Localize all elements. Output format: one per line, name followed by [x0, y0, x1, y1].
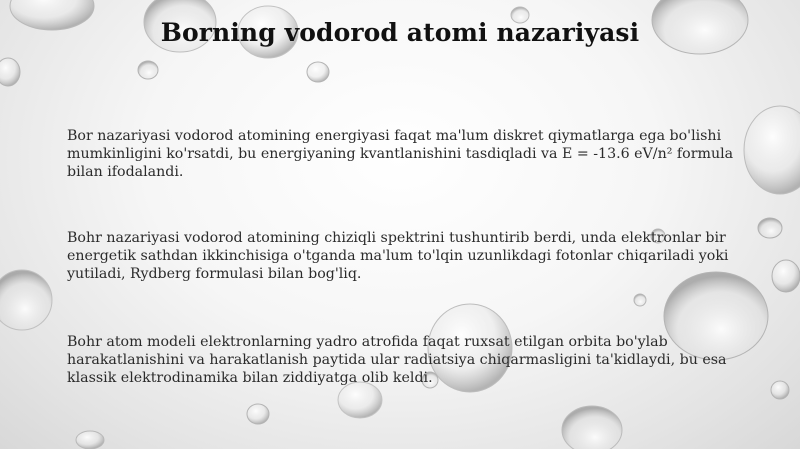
- droplet: [307, 62, 329, 82]
- droplet: [338, 382, 382, 418]
- slide-title: Borning vodorod atomi nazariyasi: [160, 18, 640, 47]
- droplet: [0, 58, 20, 86]
- droplet: [772, 260, 800, 292]
- paragraph-energy-quantization: Bor nazariyasi vodorod atomining energiyasi faqat ma'lum diskret qiymatlarga ega bo'lishi mumkinligini ko'rsatdi, bu energiyaning kvantlanishini tasdiqladi va E = -13.6 eV/n² formula bilan ifodalandi.: [67, 128, 734, 180]
- paragraph-line-spectrum: Bohr nazariyasi vodorod atomining chiziqli spektrini tushuntirib berdi, unda elektronlar bir energetik sathdan ikkinchisiga o'tganda ma'lum to'lqin uzunlikdagi fotonlar chiqariladi yoki yutiladi, Rydberg formulasi bilan bog'liq.: [67, 230, 729, 282]
- droplet: [0, 270, 52, 330]
- droplet: [744, 106, 800, 194]
- droplet: [76, 431, 104, 449]
- droplet: [247, 404, 269, 424]
- paragraph-atom-model: Bohr atom modeli elektronlarning yadro atrofida faqat ruxsat etilgan orbita bo'ylab harakatlanishini va harakatlanish paytida ular radiatsiya chiqarmasligini ta'kidlaydi, bu esa klassik elektrodinamika bilan ziddiyatga olib keldi.: [67, 334, 727, 386]
- droplet: [634, 294, 646, 306]
- droplet: [138, 61, 158, 79]
- droplet: [771, 381, 789, 399]
- droplet: [758, 218, 782, 238]
- droplet: [562, 406, 622, 449]
